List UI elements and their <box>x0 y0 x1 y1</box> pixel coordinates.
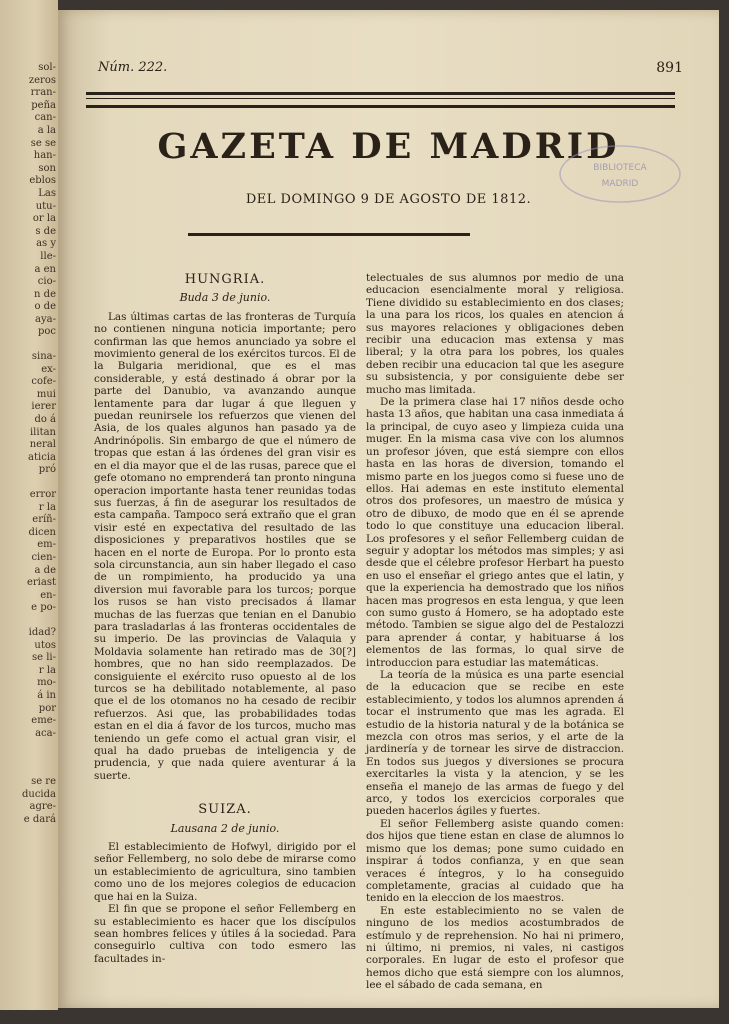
left-margin-fragment: eriast <box>26 577 56 589</box>
left-margin-fragment: ex- <box>41 363 56 375</box>
left-margin-fragment: error <box>29 489 56 500</box>
left-margin-fragment: son <box>38 162 56 174</box>
left-margin-fragment: o de <box>34 301 56 313</box>
left-facing-page <box>0 0 58 1010</box>
left-margin-fragment: ilitan <box>29 426 56 438</box>
left-margin-fragment: a la <box>37 124 56 136</box>
issue-number: Núm. 222. <box>98 60 168 75</box>
left-margin-fragment: peña <box>31 99 56 111</box>
left-margin-fragment: dicen <box>28 526 56 538</box>
article-paragraph: El señor Fellemberg asiste quando comen: dos hijos que tiene estan en clase de alumnos lo mismo que los demas; pone sumo cuidado en inspirar á todos confianza, y en que sean veraces é íntegros, y lo ha conseguido completamente, gracias al cuidado que ha tenido en la eleccion de los maestros. <box>366 817 624 905</box>
left-margin-fragment <box>22 764 56 776</box>
left-margin-fragment: Las <box>38 187 56 199</box>
svg-text:MADRID: MADRID <box>601 179 639 189</box>
left-margin-fragment: se li- <box>31 652 56 664</box>
left-margin-fragment <box>22 339 56 351</box>
left-margin-fragment: se se <box>30 137 56 149</box>
dateline: Buda 3 de junio. <box>179 291 271 305</box>
left-margin-fragment: r la <box>38 501 56 513</box>
left-margin-fragment: do á <box>34 414 56 426</box>
newspaper-page <box>58 10 719 1008</box>
left-margin-fragment: or la <box>32 213 56 225</box>
left-margin-fragment: e dará <box>23 814 56 826</box>
left-margin-fragment: ierer <box>31 401 56 413</box>
right-column <box>366 272 624 992</box>
left-margin-fragment: poc <box>37 326 56 338</box>
left-margin-fragment: em- <box>37 539 56 551</box>
left-margin-fragment: sol- <box>38 62 56 73</box>
left-margin-fragment: a de <box>34 564 56 576</box>
left-margin-fragment: rran- <box>30 87 56 99</box>
left-margin-fragment: neral <box>29 439 56 451</box>
left-margin-fragment: ducida <box>21 788 56 800</box>
left-margin-fragment <box>22 615 56 627</box>
article-paragraph: telectuales de sus alumnos por medio de una educacion esencialmente moral y religiosa. Tiene dividido su establecimiento en dos clases; la una para los ricos, los quales en atencion á sus mayores relaciones y obligaciones deben recibir una educacion mas extensa y mas liberal; y la otra para los pobres, los quales deben recibir una educacion tal que les asegure su subsistencia, y por consiguiente debe ser mucho mas limitada. <box>366 272 624 396</box>
article-paragraph: El establecimiento de Hofwyl, dirigido por el señor Fellemberg, no solo debe de mirarse como un establecimiento de agricultura, sino tambien como uno de los mejores colegios de educacion que hai en la Suiza. <box>94 841 356 903</box>
left-margin-fragment: utu- <box>35 200 56 212</box>
issue-date: DEL DOMINGO 9 DE AGOSTO DE 1812. <box>245 192 532 207</box>
left-margin-fragment: cien- <box>31 551 56 563</box>
masthead-rule <box>86 92 675 108</box>
svg-text:BIBLIOTECA: BIBLIOTECA <box>593 163 647 173</box>
title-rule <box>188 233 470 236</box>
left-margin-fragment: han- <box>33 150 56 162</box>
left-margin-fragment: en- <box>40 589 56 601</box>
left-margin-fragment: pró <box>38 464 56 476</box>
left-margin-fragment: idad? <box>28 626 56 638</box>
left-column <box>94 272 356 965</box>
section-heading: SUIZA. <box>198 802 252 818</box>
left-margin-fragment <box>22 752 56 764</box>
article-paragraph: El fin que se propone el señor Fellemberg en su establecimiento es hacer que los discípulos sean hombres felices y útiles á la sociedad. Para conseguirlo cultiva con todo esmero las facultades in- <box>94 903 356 965</box>
left-margin-fragment: can- <box>34 112 56 124</box>
left-margin-fragment: aticia <box>28 451 56 463</box>
article-paragraph: La teoría de la música es una parte esencial de la educacion que se recibe en este establecimiento, y todos los alumnos aprenden á tocar el instrumento que mas les agrada. El estudio de la historia natural y de la botánica se mezcla con otros mas serios, y el arte de la jardinería y de tornear les sirve de distraccion. En todos sus juegos y diversiones se procura exercitarles la vista y la atencion, y se les enseña el manejo de las armas de fuego y del arco, y todos los exercicios corporales que pueden hacerlos ágiles y fuertes. <box>366 669 624 818</box>
left-margin-fragment <box>22 477 56 489</box>
left-margin-fragment: r la <box>38 664 56 676</box>
article-paragraph: Las últimas cartas de las fronteras de Turquía no contienen ninguna noticia importante; pero confirman las que hemos anunciado ya sobre el movimiento general de los exércitos turcos. El de la Bulgaria meridional, que es el mas considerable, y está destinado á obrar por la parte del Danubio, va avanzando aunque lentamente para dar lugar á que lleguen y puedan reunirsele los refuerzos que vienen del Asia, de los quales algunos han pasado ya de Andrinópolis. Sin embargo de que el número de tropas que estan á las órdenes del gran visir es en el dia mayor que el de las rusas, parece que el gefe otomano no emprenderá tan pronto ninguna operacion importante hasta tener reunidas todas sus fuerzas, á fin de asegurar los resultados de esta campaña. Tampoco será extraño que el gran visir esté en expectativa del resultado de las disposiciones y preparativos hostiles que se hacen en el norte de Europa. Por lo pronto esta sola circunstancia, aun sin haber llegado el caso de un rompimiento, ha producido ya una diversion mui favorable para los turcos; porque los rusos se han visto precisados á llamar muchas de las fuerzas que tenian en el Danubio para trasladarlas á las fronteras occidentales de su imperio. De las provincias de Valaquia y Moldavia solamente han retirado mas de 30[?] hombres, que no han sido reemplazados. De consiguiente el exército ruso opuesto al de los turcos se ha debilitado notablemente, al paso que el de los otomanos no ha cesado de recibir refuerzos. Asi que, las probabilidades todas estan en el dia á favor de los turcos, mucho mas teniendo un gefe como el actual gran visir, el qual ha dado pruebas de inteligencia y de prudencia, y que nada quiere aventurar á la suerte. <box>94 310 356 782</box>
article-paragraph: De la primera clase hai 17 niños desde ocho hasta 13 años, que habitan una casa inmediata á la principal, de cuyo aseo y limpieza cuida una muger. En la misma casa vive con los alumnos un profesor jóven, que está siempre con ellos hasta en las horas de diversion, tomando el mismo parte en los juegos como si fuese uno de ellos. Hai ademas en este instituto elemental otros dos profesores, un maestro de música y otro de dibuxo, de modo que en él se aprende todo lo que constituye una educacion liberal. Los profesores y el señor Fellemberg cuidan de seguir y adoptar los métodos mas simples; y asi desde que el célebre profesor Herbart ha puesto en uso el enseñar el griego antes que el latin, y que la experiencia ha demostrado que los niños hacen mas progresos en esta lengua, y que leen con sumo gusto á Homero, se ha adoptado este método. Tambien se sigue algo del de Pestalozzi para aprender á contar, y habituarse á los elementos de las formas, lo qual sirve de introduccion para estudiar las matemáticas. <box>366 396 624 669</box>
library-stamp <box>540 134 690 214</box>
dateline: Lausana 2 de junio. <box>170 821 280 835</box>
article-paragraph: En este establecimiento no se valen de ninguno de los medios acostumbrados de estímulo y de reprehension. No hai ni primero, ni último, ni premios, ni vales, ni castigos corporales. En lugar de esto el profesor que hemos dicho que está siempre con los alumnos, lee el sábado de cada semana, en <box>366 904 624 992</box>
left-margin-fragment: se re <box>31 776 56 788</box>
left-margin-fragment: eríñ- <box>32 514 56 526</box>
left-margin-fragment: por <box>38 702 56 714</box>
left-margin-fragment: s de <box>35 225 56 237</box>
left-margin-fragment: lle- <box>40 250 56 262</box>
masthead-title: GAZETA DE MADRID <box>157 126 620 167</box>
section-spacer <box>94 782 356 802</box>
left-margin-fragment: a en <box>34 263 56 275</box>
left-margin-fragment: cofe- <box>31 376 56 388</box>
left-margin-fragment: zeros <box>28 74 56 86</box>
left-margin-fragment: n de <box>34 288 56 300</box>
page-number: 891 <box>656 60 683 76</box>
left-margin-fragment: aya- <box>35 313 56 325</box>
left-margin-fragment: sina- <box>31 351 56 363</box>
left-margin-fragment: e po- <box>31 602 56 614</box>
left-margin-fragment: aca- <box>35 727 56 739</box>
left-margin-fragment: á in <box>37 689 56 701</box>
left-margin-fragment: mo- <box>37 677 56 689</box>
left-margin-fragment <box>22 740 56 752</box>
left-margin-fragment: utos <box>34 639 56 651</box>
left-margin-text <box>22 62 56 827</box>
left-margin-fragment: cio- <box>37 276 56 288</box>
section-heading: HUNGRIA. <box>184 272 266 287</box>
left-margin-fragment: eblos <box>29 175 56 187</box>
left-margin-fragment: as y <box>36 238 56 250</box>
left-margin-fragment: mui <box>36 388 56 400</box>
left-margin-fragment: agre- <box>29 801 56 813</box>
left-margin-fragment: eme- <box>31 715 56 727</box>
